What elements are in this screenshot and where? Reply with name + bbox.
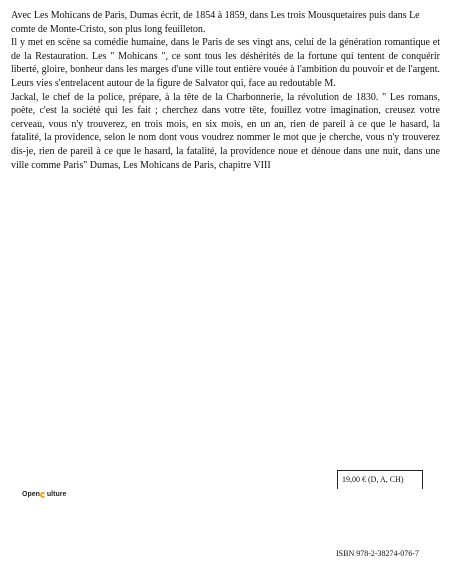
back-cover-blurb bbox=[11, 9, 440, 172]
logo-text-ulture: ulture bbox=[46, 491, 67, 498]
barcode-area bbox=[337, 489, 423, 545]
blurb-paragraph-3: Jackal, le chef de la police, prépare, à la tête de la Charbonnerie, la révolution de 1830. " Les romans, poète, c'est la société qui les fait ; cherchez dans votre tête, fouillez votre imagination, creusez votre cerveau, vous n'y trouverez, en trois mois, en six mois, en un an, rien de pareil à ce que le hasard, la fatalité, la providence, selon le nom dont vous voudrez nommer le mot que je cherche, vous n'y trouverez dis-je, rien de pareil à ce que le hasard, la fatalité, la providence noue et dénoue dans une nuit, dans une ville comme Paris" Dumas, Les Mohicans de Paris, chapitre VIII bbox=[11, 91, 440, 171]
publisher-logo bbox=[22, 491, 66, 498]
isbn-label: ISBN 978-2-38274-076-7 bbox=[336, 549, 419, 558]
open-culture-c-icon bbox=[40, 492, 46, 498]
blurb-paragraph-2: Il y met en scène sa comédie humaine, dans le Paris de ses vingt ans, celui de la génération romantique et de la Restauration. Les " Mohicans ", ce sont tous les déshérités de la fortune qui tentent de conquérir liberté, gloire, bonheur dans les marges d'une ville tout entière vouée à l'ambition du pouvoir et de l'argent. Leurs vies s'entrelacent autour de la figure de Salvator qui, face au redoutable M. bbox=[11, 37, 440, 89]
blurb-paragraph-1: Avec Les Mohicans de Paris, Dumas écrit, de 1854 à 1859, dans Les trois Mousquetaires puis dans Le comte de Monte-Cristo, son plus long feuilleton. bbox=[11, 10, 420, 35]
price-label: 19,00 € (D, A, CH) bbox=[342, 475, 404, 484]
logo-text-open: Open bbox=[22, 491, 40, 498]
